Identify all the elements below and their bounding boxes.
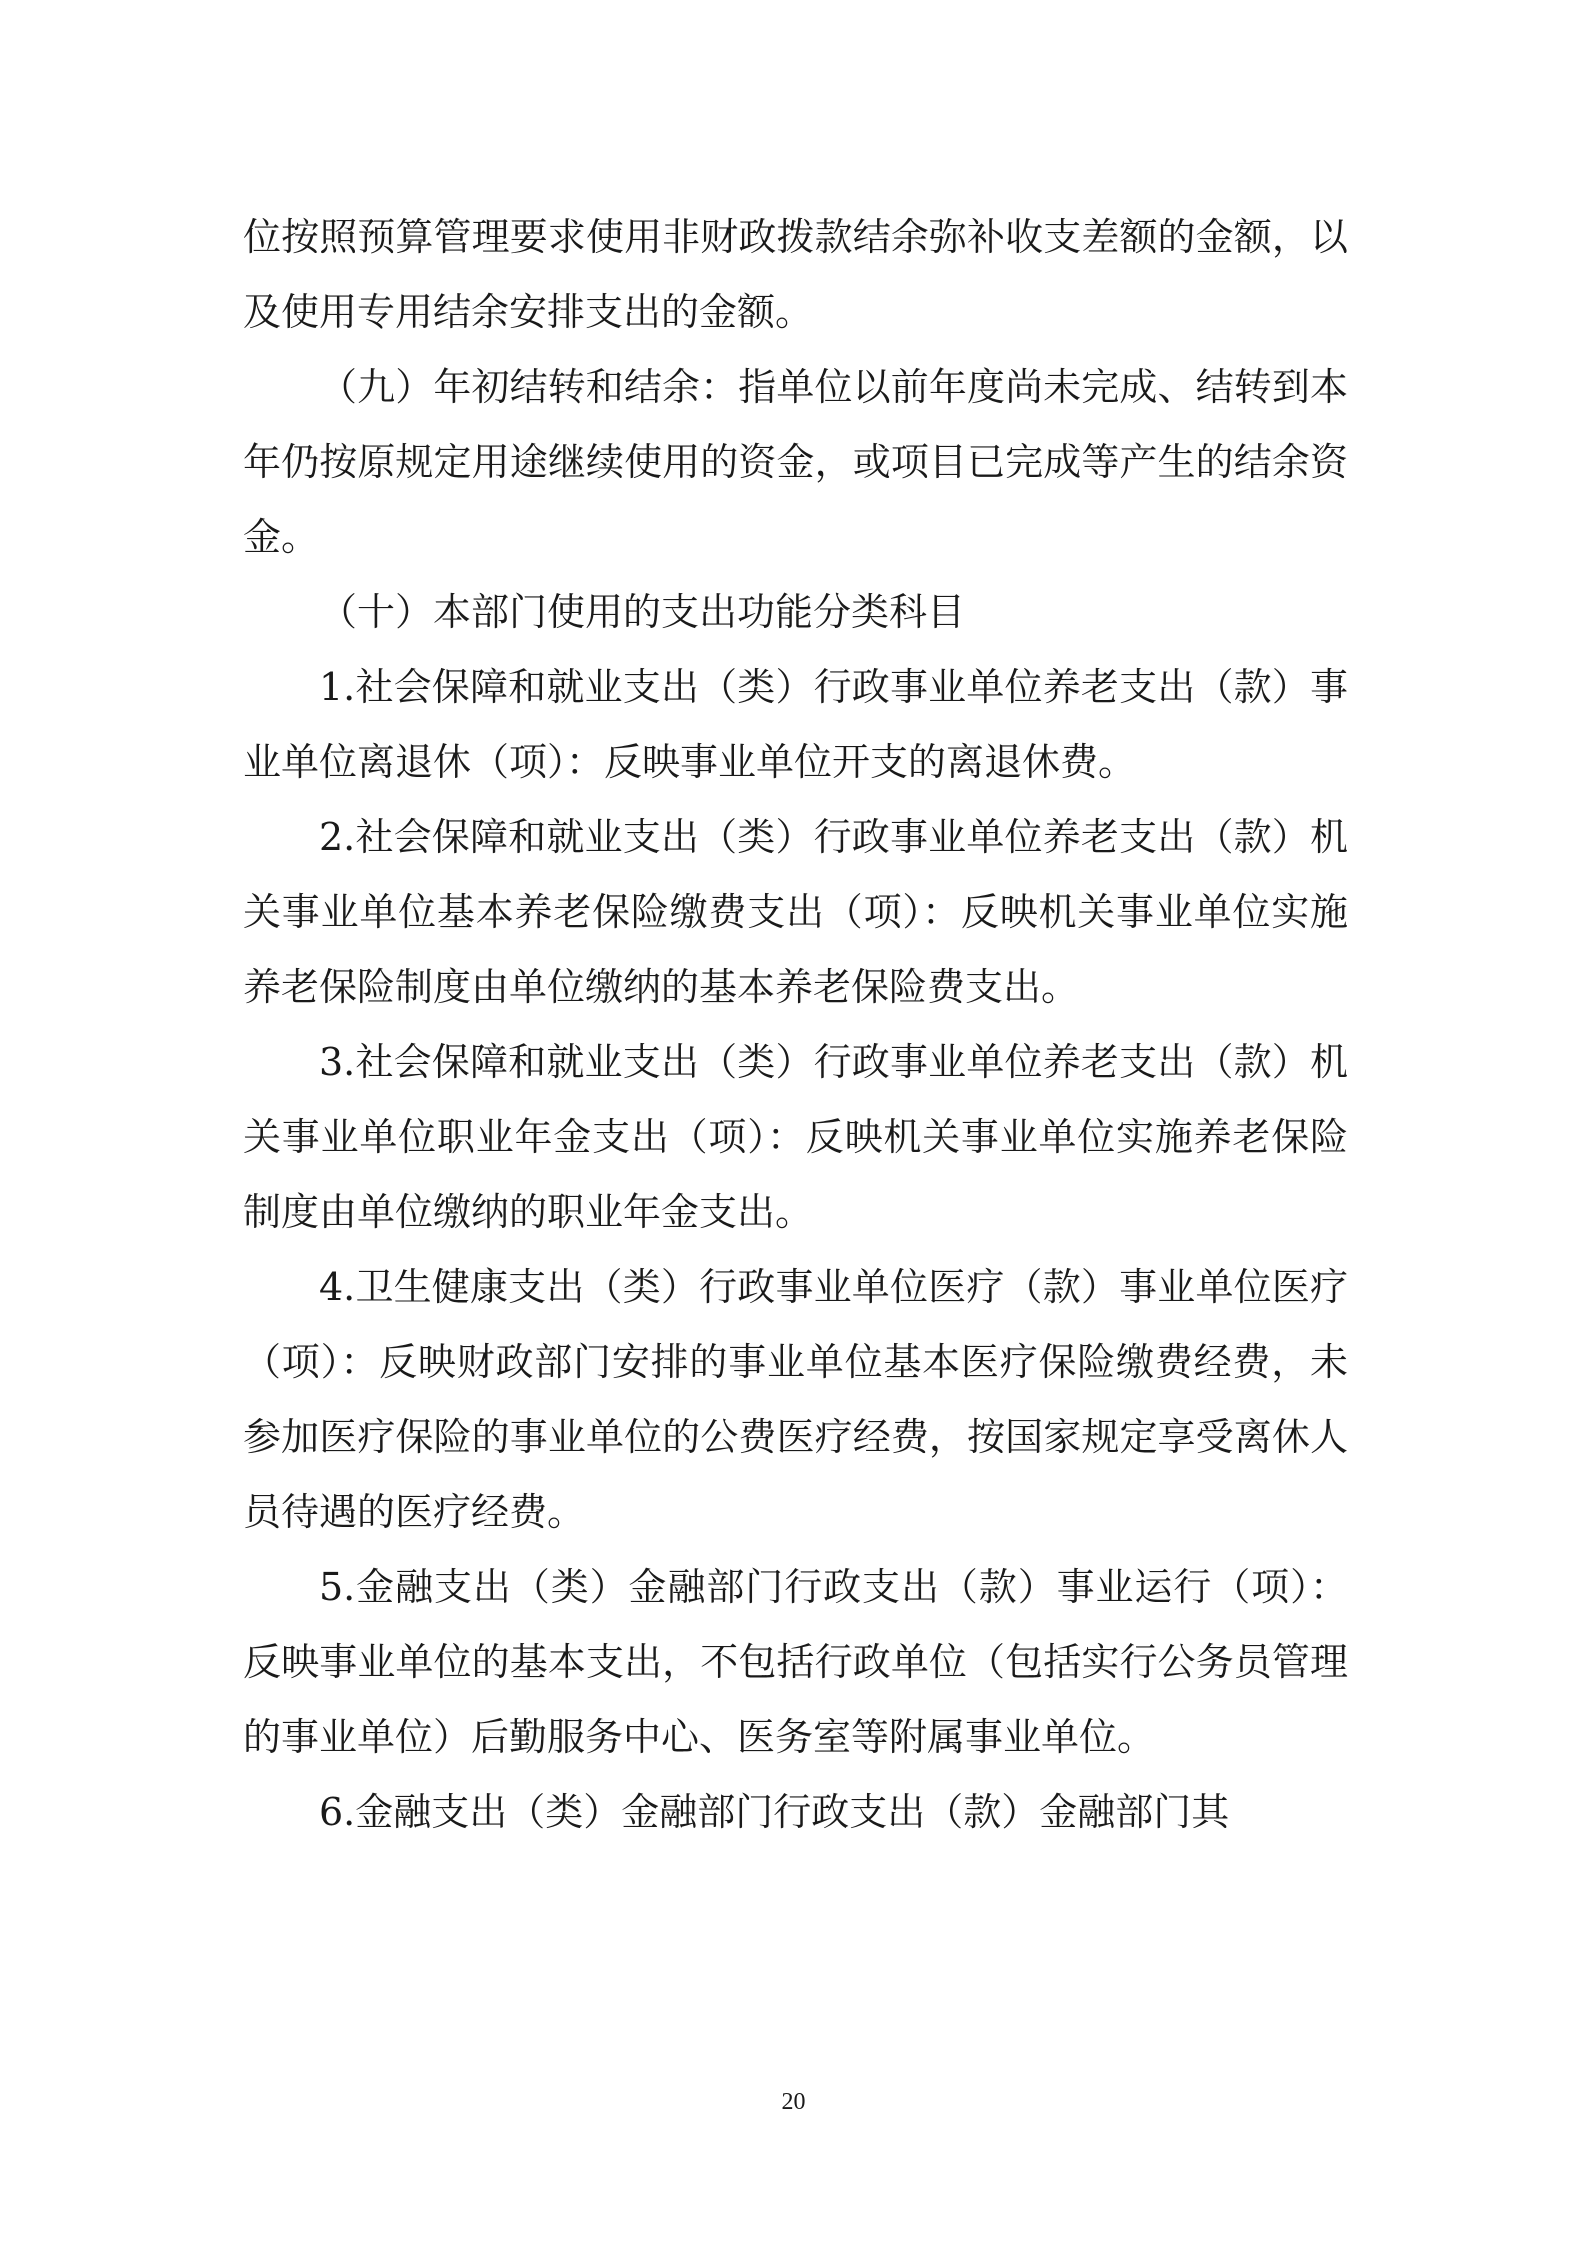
paragraph-section-9: （九）年初结转和结余：指单位以前年度尚未完成、结转到本年仍按原规定用途继续使用的资金，或项目已完成等产生的结余资金。 [243,365,1348,559]
paragraph-item-6: 6.金融支出（类）金融部门行政支出（款）金融部门其 [319,1790,1230,1834]
paragraph-section-10-heading: （十）本部门使用的支出功能分类科目 [319,590,966,634]
paragraph-item-4: 4.卫生健康支出（类）行政事业单位医疗（款）事业单位医疗（项）：反映财政部门安排的事业单位基本医疗保险缴费经费，未参加医疗保险的事业单位的公费医疗经费，按国家规定享受离休人员待遇的医疗经费。 [243,1265,1348,1534]
paragraph-item-2: 2.社会保障和就业支出（类）行政事业单位养老支出（款）机关事业单位基本养老保险缴费支出（项）：反映机关事业单位实施养老保险制度由单位缴纳的基本养老保险费支出。 [243,815,1348,1009]
paragraph-continuation: 位按照预算管理要求使用非财政拨款结余弥补收支差额的金额，以及使用专用结余安排支出的金额。 [243,215,1348,334]
paragraph-item-3: 3.社会保障和就业支出（类）行政事业单位养老支出（款）机关事业单位职业年金支出（项）：反映机关事业单位实施养老保险制度由单位缴纳的职业年金支出。 [243,1040,1348,1234]
body-text [243,200,1348,1850]
paragraph-item-5: 5.金融支出（类）金融部门行政支出（款）事业运行（项）：反映事业单位的基本支出，不包括行政单位（包括实行公务员管理的事业单位）后勤服务中心、医务室等附属事业单位。 [243,1565,1348,1759]
paragraph-item-1: 1.社会保障和就业支出（类）行政事业单位养老支出（款）事业单位离退休（项）：反映事业单位开支的离退休费。 [243,665,1348,784]
page-number: 20 [781,2089,806,2115]
